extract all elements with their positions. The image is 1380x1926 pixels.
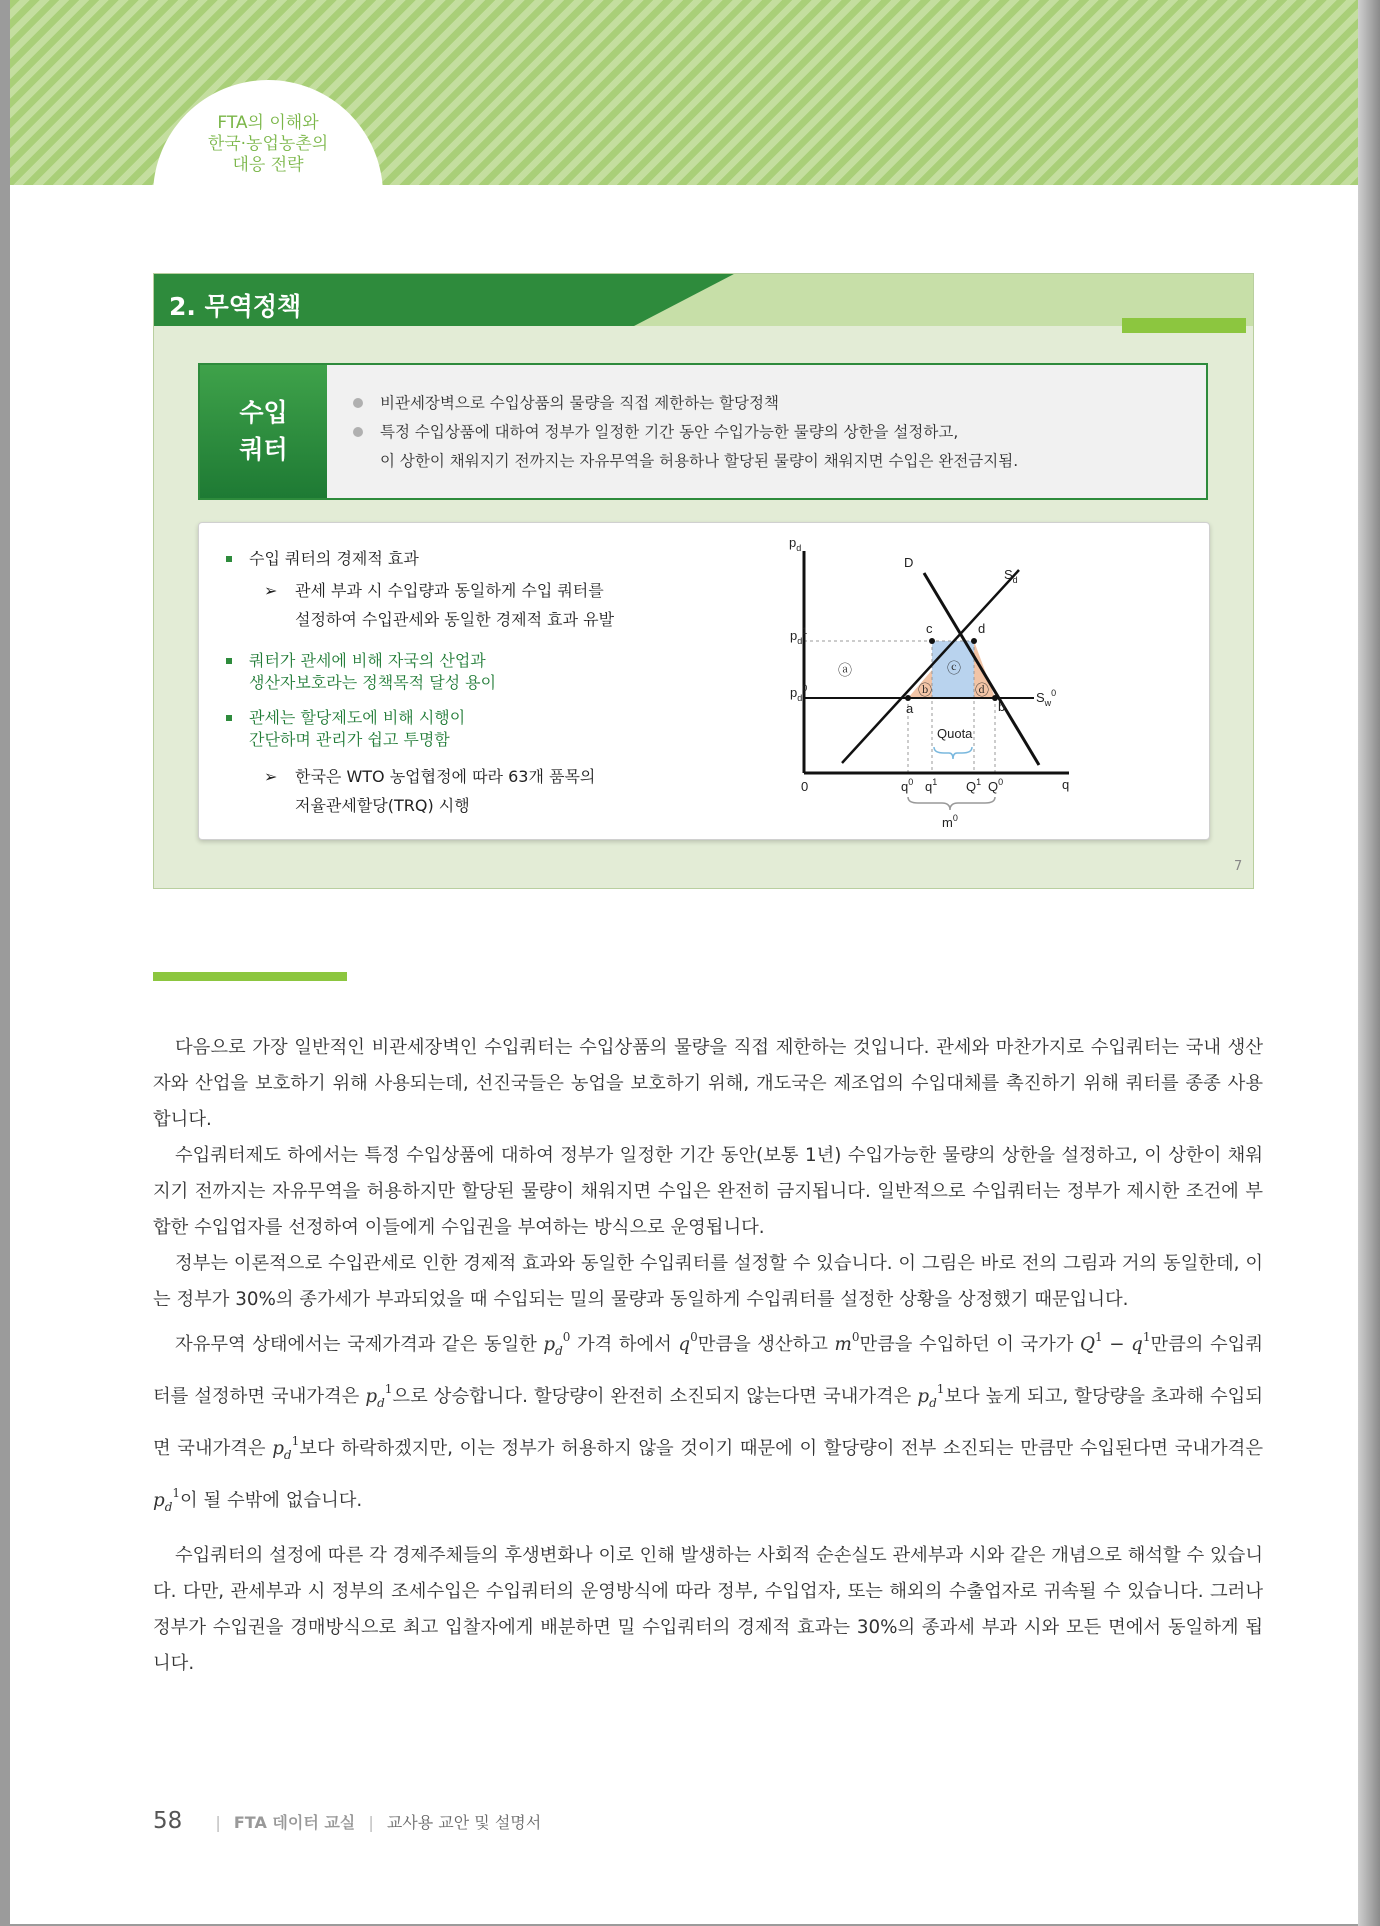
- definition-line-text: 이 상한이 채워지기 전까지는 자유무역을 허용하나 할당된 물량이 채워지면 수입은 완전금지됨.: [380, 452, 1019, 470]
- arrow-bullet-icon: ➢: [264, 581, 278, 600]
- quota-brace: [934, 747, 972, 759]
- y-axis-label: $p_d$: [789, 535, 802, 553]
- header-tab-line: 대응 전략: [232, 155, 304, 175]
- text-run: 보다 하락하겠지만, 이는 정부가 허용하지 않을 것이기 때문에 이 할당량이 전부 소진되는 만큼만 수입된다면 국내가격은: [299, 1438, 1263, 1459]
- page-number: 58: [153, 1808, 183, 1834]
- point-sub-line: 저율관세할당(TRQ) 시행: [295, 796, 470, 815]
- m-label: $m^0$: [942, 813, 958, 830]
- body-text-2: [153, 1538, 1263, 1682]
- definition-label-line: 수입: [239, 398, 288, 427]
- price-low-label: $p_d^0$: [790, 683, 808, 703]
- slide-accent-bar: [1122, 318, 1246, 333]
- point-c-dot: [929, 638, 935, 644]
- text-run: 으로 상승합니다. 할당량이 완전히 소진되지 않는다면 국내가격은: [392, 1386, 918, 1407]
- arrow-bullet-icon: ➢: [264, 767, 278, 786]
- section-divider: [153, 972, 347, 981]
- math-Q1-q1: $Q^1 - q^1$: [1080, 1330, 1151, 1355]
- text-run: 만큼을 수입하던 이 국가가: [859, 1334, 1081, 1355]
- definition-text: [350, 389, 1018, 476]
- header-tab-line: FTA의 이해와: [217, 113, 319, 133]
- slide-content-box: [198, 522, 1210, 840]
- x-axis-label: q: [1062, 777, 1070, 792]
- header-tab-title: [153, 113, 383, 176]
- text-run: 만큼을 생산하고: [697, 1334, 835, 1355]
- point-c-label: c: [926, 621, 933, 636]
- document-page: [10, 0, 1358, 1924]
- q-tick-label: $q^1$: [925, 777, 938, 794]
- point-sub-line: 관세 부과 시 수입량과 동일하게 수입 쿼터를: [295, 581, 604, 600]
- q-tick-label: $Q^0$: [988, 777, 1004, 794]
- definition-line: [350, 447, 1018, 476]
- body-text: [153, 1030, 1263, 1526]
- bullet-square-icon: [226, 715, 232, 721]
- footer-series: FTA 데이터 교실: [233, 1813, 356, 1832]
- point-title: 수입 쿼터의 경제적 효과: [249, 549, 419, 568]
- q-tick-label: $Q^1$: [966, 777, 982, 794]
- quota-label: Quota: [937, 726, 973, 741]
- slide-title: 2. 무역정책: [169, 292, 302, 321]
- paragraph: 정부는 이론적으로 수입관세로 인한 경제적 효과와 동일한 수입쿼터를 설정할 수 있습니다. 이 그림은 바로 전의 그림과 거의 동일한데, 이는 정부가 30%의 종가세가 부과되었을 때 수입되는 밀의 물량과 동일하게 수입쿼터를 설정한 상황을 상정했기 때문입니다.: [153, 1253, 1263, 1310]
- slide-title-band: [154, 274, 1253, 326]
- page-edge: [1358, 0, 1380, 1926]
- footer-separator: |: [215, 1813, 221, 1832]
- point-line: 쿼터가 관세에 비해 자국의 산업과: [249, 651, 486, 670]
- bullet-icon: [353, 427, 363, 437]
- footer-doc-title: 교사용 교안 및 설명서: [386, 1813, 542, 1832]
- bullet-square-icon: [226, 658, 232, 664]
- page-footer: [153, 1808, 541, 1834]
- definition-box: [198, 363, 1208, 500]
- footer-separator: |: [368, 1813, 374, 1832]
- definition-line-text: 비관세장벽으로 수입상품의 물량을 직접 제한하는 할당정책: [380, 394, 779, 412]
- paragraph: 수입쿼터의 설정에 따른 각 경제주체들의 후생변화나 이로 인해 발생하는 사회적 순손실도 관세부과 시와 같은 개념으로 해석할 수 있습니다. 다만, 관세부과 시 정부의 조세수입은 수입쿼터의 운영방식에 따라 정부, 수입업자, 또는 해외의 수출업자로 귀속될 수 있습니다. 그러나 정부가 수입권을 경매방식으로 최고 입찰자에게 배분하면 밀 수입쿼터의 경제적 효과는 30%의 종과세 부과 시와 모든 면에서 동일하게 됩니다.: [153, 1545, 1263, 1674]
- paragraph-with-math: [153, 1318, 1263, 1526]
- demand-label: D: [904, 555, 914, 570]
- point-a-label: a: [906, 701, 914, 716]
- point-line: 관세는 할당제도에 비해 시행이: [249, 708, 466, 727]
- lecture-slide: [153, 273, 1254, 889]
- math-m0: $m^0$: [834, 1330, 860, 1355]
- point-b-label: b: [998, 699, 1006, 714]
- definition-line: [350, 418, 1018, 447]
- area-d-label: ⓓ: [975, 682, 989, 698]
- bullet-icon: [353, 398, 363, 408]
- text-run: 가격 하에서: [570, 1334, 679, 1355]
- definition-label: [200, 365, 327, 498]
- point-d-dot: [971, 638, 977, 644]
- math-pd1: $p_d^1$: [917, 1382, 945, 1410]
- area-a-label: ⓐ: [838, 662, 852, 678]
- text-run: 만큼의 수입쿼터를 설정하면 국내가격은: [153, 1334, 1263, 1407]
- definition-label-line: 쿼터: [239, 435, 288, 464]
- math-q0: $q^0$: [678, 1330, 698, 1355]
- bullet-square-icon: [226, 556, 232, 562]
- slide-page-number: 7: [1234, 859, 1243, 874]
- math-pd1: $p_d^1$: [272, 1434, 300, 1462]
- supply-label: $S_d$: [1004, 567, 1018, 585]
- quota-diagram: [784, 535, 1114, 835]
- point-d-label: d: [978, 621, 986, 636]
- area-c-label: ⓒ: [947, 660, 961, 676]
- point-sub-line: 한국은 WTO 농업협정에 따라 63개 품목의: [295, 767, 596, 786]
- area-b-label: ⓑ: [918, 682, 932, 698]
- text-run: 이 될 수밖에 없습니다.: [180, 1490, 363, 1511]
- paragraph: 다음으로 가장 일반적인 비관세장벽인 수입쿼터는 수입상품의 물량을 직접 제한하는 것입니다. 관세와 마찬가지로 수입쿼터는 국내 생산자와 산업을 보호하기 위해 사용되는데, 선진국들은 농업을 보호하기 위해, 개도국은 제조업의 수입대체를 촉진하기 위해 쿼터를 종종 사용합니다.: [153, 1037, 1263, 1130]
- q-tick-label: $q^0$: [901, 777, 914, 794]
- definition-line-text: 특정 수입상품에 대하여 정부가 일정한 기간 동안 수입가능한 물량의 상한을 설정하고,: [380, 423, 959, 441]
- header-tab-line: 한국·농업농촌의: [207, 134, 329, 154]
- world-supply-label: $S_w^0$: [1036, 688, 1057, 708]
- point-line: 생산자보호라는 정책목적 달성 용이: [249, 673, 497, 692]
- paragraph: 수입쿼터제도 하에서는 특정 수입상품에 대하여 정부가 일정한 기간 동안(보통 1년) 수입가능한 물량의 상한을 설정하고, 이 상한이 채워지기 전까지는 자유무역을 허용하지만 할당된 물량이 채워지면 수입은 완전히 금지됩니다. 일반적으로 수입쿼터는 정부가 제시한 조건에 부합한 수입업자를 선정하여 이들에게 수입권을 부여하는 방식으로 운영됩니다.: [153, 1145, 1263, 1238]
- text-run: 자유무역 상태에서는 국제가격과 같은 동일한: [175, 1334, 544, 1355]
- price-high-label: $p_d^1$: [790, 626, 808, 646]
- math-pd1: $p_d^1$: [153, 1486, 181, 1514]
- point-line: 간단하며 관리가 쉽고 투명함: [249, 730, 450, 749]
- definition-line: [350, 389, 1018, 418]
- math-pd1: $p_d^1$: [365, 1382, 393, 1410]
- point-sub-line: 설정하여 수입관세와 동일한 경제적 효과 유발: [295, 610, 615, 629]
- text-run: 보다 높게 되고, 할당량을 초과해 수입되면 국내가격은: [153, 1386, 1263, 1459]
- origin-label: 0: [801, 779, 809, 794]
- math-pd0: $p_d^0$: [543, 1330, 571, 1358]
- supply-curve: [842, 570, 1019, 763]
- m-brace: [908, 797, 995, 810]
